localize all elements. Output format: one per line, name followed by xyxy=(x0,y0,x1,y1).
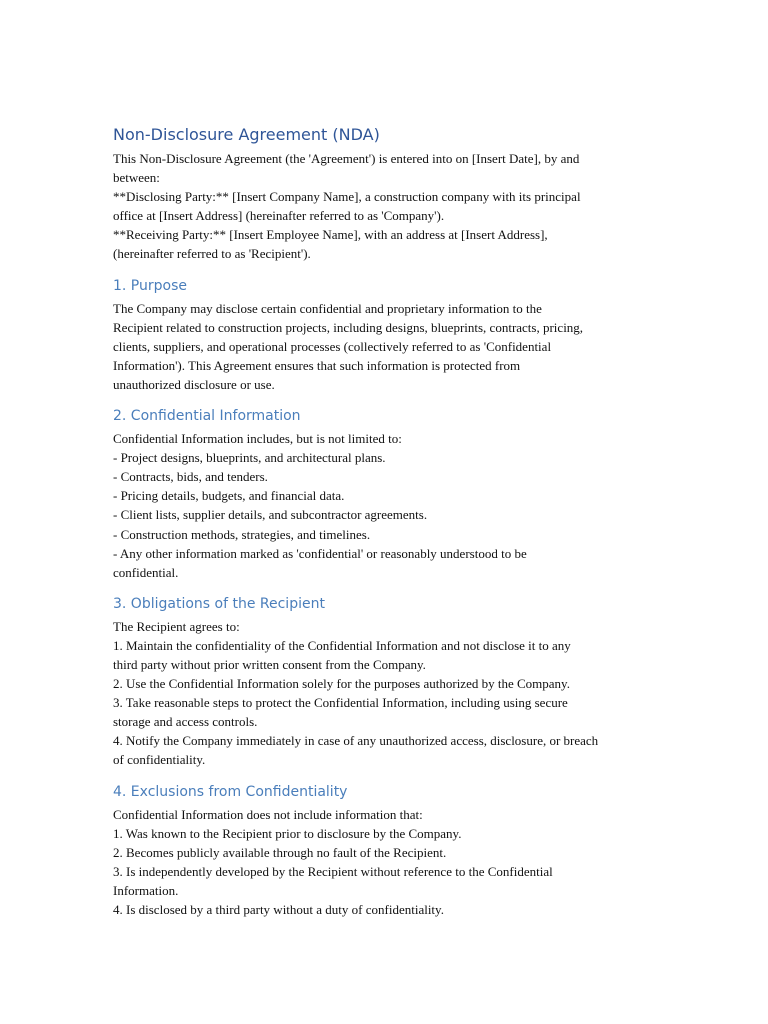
section-body xyxy=(113,617,658,770)
list-item: 2. Becomes publicly available through no fault of the Recipient. xyxy=(113,844,447,860)
intro-line: **Disclosing Party:** [Insert Company Name], a construction company with its principal xyxy=(113,189,581,205)
intro-line: (hereinafter referred to as 'Recipient'). xyxy=(113,246,311,262)
body-line: The Company may disclose certain confidential and proprietary information to the xyxy=(113,300,542,316)
intro-line: This Non-Disclosure Agreement (the 'Agreement') is entered into on [Insert Date], by and xyxy=(113,151,580,166)
list-item: 1. Was known to the Recipient prior to disclosure by the Company. xyxy=(113,825,462,841)
list-item: - Client lists, supplier details, and subcontractor agreements. xyxy=(113,507,428,523)
list-item: 2. Use the Confidential Information solely for the purposes authorized by the Company. xyxy=(113,676,570,692)
section-heading: 4. Exclusions from Confidentiality xyxy=(113,783,348,800)
section-heading: 2. Confidential Information xyxy=(113,408,301,425)
section-purpose xyxy=(113,276,658,394)
section-exclusions xyxy=(113,782,658,920)
list-item: Information. xyxy=(113,882,179,898)
intro-line: between: xyxy=(113,170,160,186)
section-obligations xyxy=(113,594,658,770)
list-item: - Contracts, bids, and tenders. xyxy=(113,469,268,485)
document-page xyxy=(113,124,658,919)
list-item: - Project designs, blueprints, and architectural plans. xyxy=(113,450,386,466)
list-item: 3. Is independently developed by the Recipient without reference to the Confidential xyxy=(113,863,553,879)
list-item: - Pricing details, budgets, and financial data. xyxy=(113,488,345,504)
list-item: confidential. xyxy=(113,564,179,580)
intro-line: **Receiving Party:** [Insert Employee Name], with an address at [Insert Address], xyxy=(113,227,548,243)
section-heading: 3. Obligations of the Recipient xyxy=(113,595,325,612)
body-line: Confidential Information does not include information that: xyxy=(113,806,423,822)
document-title: Non-Disclosure Agreement (NDA) xyxy=(113,125,380,144)
list-item: 1. Maintain the confidentiality of the Confidential Information and not disclose it to any xyxy=(113,637,571,653)
section-body xyxy=(113,429,658,582)
body-line: Recipient related to construction projects, including designs, blueprints, contracts, pricing, xyxy=(113,319,584,335)
list-item: storage and access controls. xyxy=(113,714,258,730)
list-item: - Construction methods, strategies, and timelines. xyxy=(113,526,371,542)
body-line: The Recipient agrees to: xyxy=(113,618,240,634)
body-line: Confidential Information includes, but is not limited to: xyxy=(113,431,402,447)
list-item: 4. Notify the Company immediately in case of any unauthorized access, disclosure, or breach xyxy=(113,733,599,749)
section-confidential-information xyxy=(113,406,658,582)
body-line: clients, suppliers, and operational processes (collectively referred to as 'Confidential xyxy=(113,338,552,354)
list-item: of confidentiality. xyxy=(113,752,206,768)
intro-line: office at [Insert Address] (hereinafter referred to as 'Company'). xyxy=(113,208,445,224)
section-heading: 1. Purpose xyxy=(113,277,187,294)
body-line: unauthorized disclosure or use. xyxy=(113,376,275,392)
list-item: - Any other information marked as 'confidential' or reasonably understood to be xyxy=(113,545,527,561)
body-line: Information'). This Agreement ensures that such information is protected from xyxy=(113,357,521,373)
section-body xyxy=(113,805,658,920)
list-item: 4. Is disclosed by a third party without a duty of confidentiality. xyxy=(113,902,444,917)
section-body xyxy=(113,299,658,394)
list-item: 3. Take reasonable steps to protect the Confidential Information, including using secure xyxy=(113,695,568,711)
list-item: third party without prior written consent from the Company. xyxy=(113,656,426,672)
intro-paragraph xyxy=(113,149,658,264)
